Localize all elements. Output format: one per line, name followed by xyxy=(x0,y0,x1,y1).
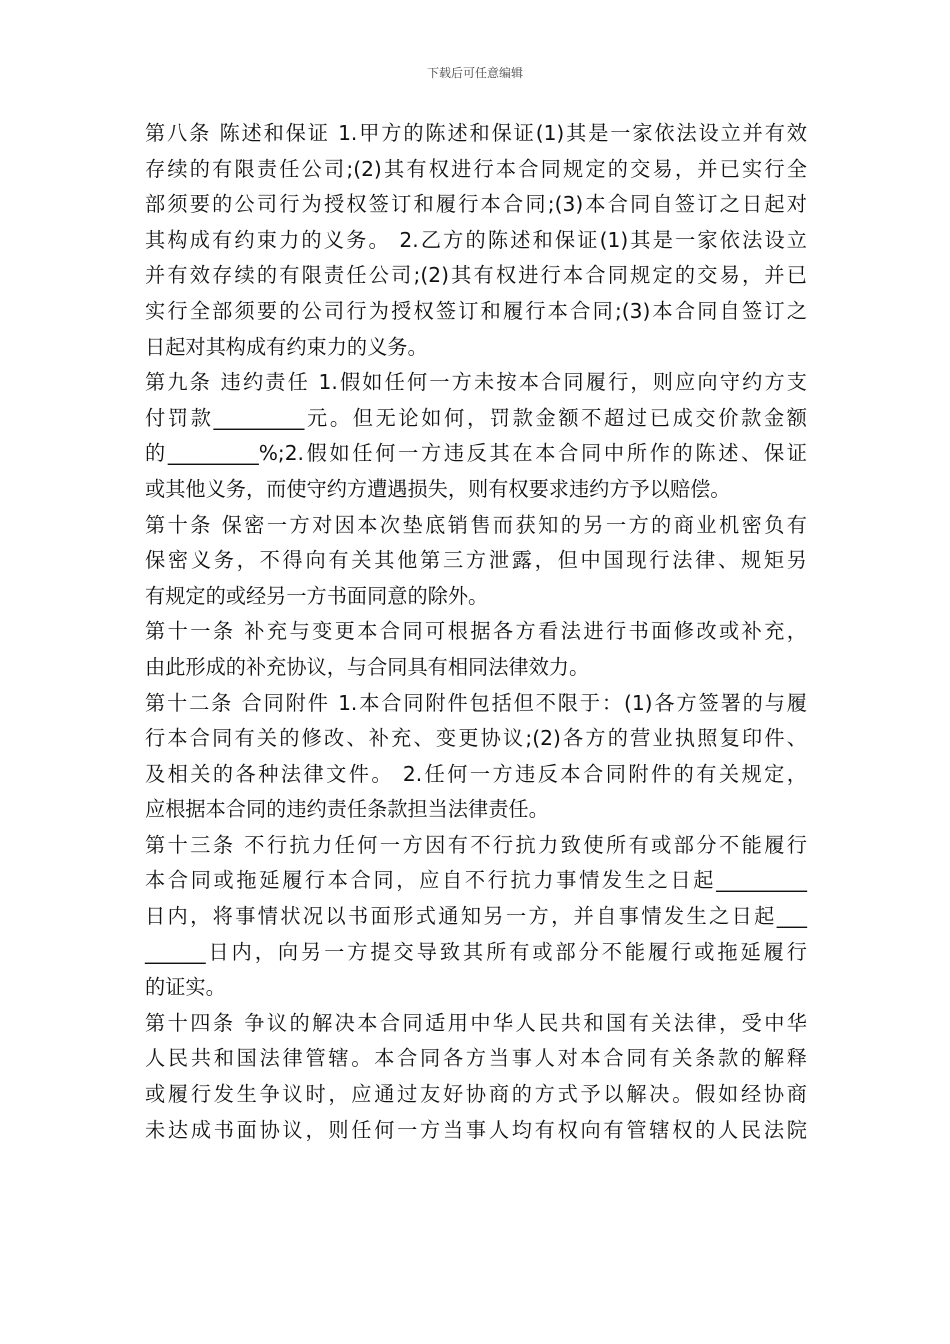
text-line: 第十二条 合同附件 1.本合同附件包括但不限于：(1)各方签署的与履 xyxy=(145,690,807,715)
text-line: 的_________%;2.假如任何一方违反其在本合同中所作的陈述、保证 xyxy=(145,441,807,466)
text-line: 第十三条 不行抗力任何一方因有不行抗力致使所有或部分不能履行 xyxy=(145,832,807,857)
text-line: ______日内，向另一方提交导致其所有或部分不能履行或拖延履行 xyxy=(145,939,807,964)
text-line: 的证实。 xyxy=(145,975,226,1000)
text-line: 实行全部须要的公司行为授权签订和履行本合同;(3)本合同自签订之 xyxy=(145,298,807,323)
text-line: 第十一条 补充与变更本合同可根据各方看法进行书面修改或补充， xyxy=(145,619,807,644)
text-line: 第九条 违约责任 1.假如任何一方未按本合同履行，则应向守约方支 xyxy=(145,370,807,395)
text-line: 或履行发生争议时，应通过友好协商的方式予以解决。假如经协商 xyxy=(145,1082,807,1107)
text-line: 日内，将事情状况以书面形式通知另一方，并自事情发生之日起___ xyxy=(145,904,807,929)
text-line: 及相关的各种法律文件。 2.任何一方违反本合同附件的有关规定， xyxy=(145,761,807,786)
document-body xyxy=(145,116,807,1148)
text-line: 日起对其构成有约束力的义务。 xyxy=(145,334,428,359)
text-line: 由此形成的补充协议，与合同具有相同法律效力。 xyxy=(145,654,590,679)
text-line: 有规定的或经另一方书面同意的除外。 xyxy=(145,583,489,608)
text-line: 人民共和国法律管辖。本合同各方当事人对本合同有关条款的解释 xyxy=(145,1046,807,1071)
text-line: 存续的有限责任公司;(2)其有权进行本合同规定的交易，并已实行全 xyxy=(145,156,807,181)
text-line: 第八条 陈述和保证 1.甲方的陈述和保证(1)其是一家依法设立并有效 xyxy=(145,121,807,145)
text-line: 行本合同有关的修改、补充、变更协议;(2)各方的营业执照复印件、 xyxy=(145,726,807,751)
text-line: 第十四条 争议的解决本合同适用中华人民共和国有关法律，受中华 xyxy=(145,1010,807,1035)
text-line: 本合同或拖延履行本合同，应自不行抗力事情发生之日起_________ xyxy=(145,868,807,893)
page-header: 下载后可任意编辑 xyxy=(426,66,523,80)
text-line: 并有效存续的有限责任公司;(2)其有权进行本合同规定的交易，并已 xyxy=(145,263,807,288)
text-line: 其构成有约束力的义务。 2.乙方的陈述和保证(1)其是一家依法设立 xyxy=(145,227,807,252)
text-line: 部须要的公司行为授权签订和履行本合同;(3)本合同自签订之日起对 xyxy=(145,192,807,217)
text-line: 未达成书面协议，则任何一方当事人均有权向有管辖权的人民法院 xyxy=(145,1117,807,1142)
text-line: 付罚款_________元。但无论如何，罚款金额不超过已成交价款金额 xyxy=(145,405,807,430)
text-line: 第十条 保密一方对因本次垫底销售而获知的另一方的商业机密负有 xyxy=(145,512,807,537)
text-line: 或其他义务，而使守约方遭遇损失，则有权要求违约方予以赔偿。 xyxy=(145,476,731,501)
text-line: 保密义务，不得向有关其他第三方泄露，但中国现行法律、规矩另 xyxy=(145,548,807,573)
text-line: 应根据本合同的违约责任条款担当法律责任。 xyxy=(145,797,549,822)
